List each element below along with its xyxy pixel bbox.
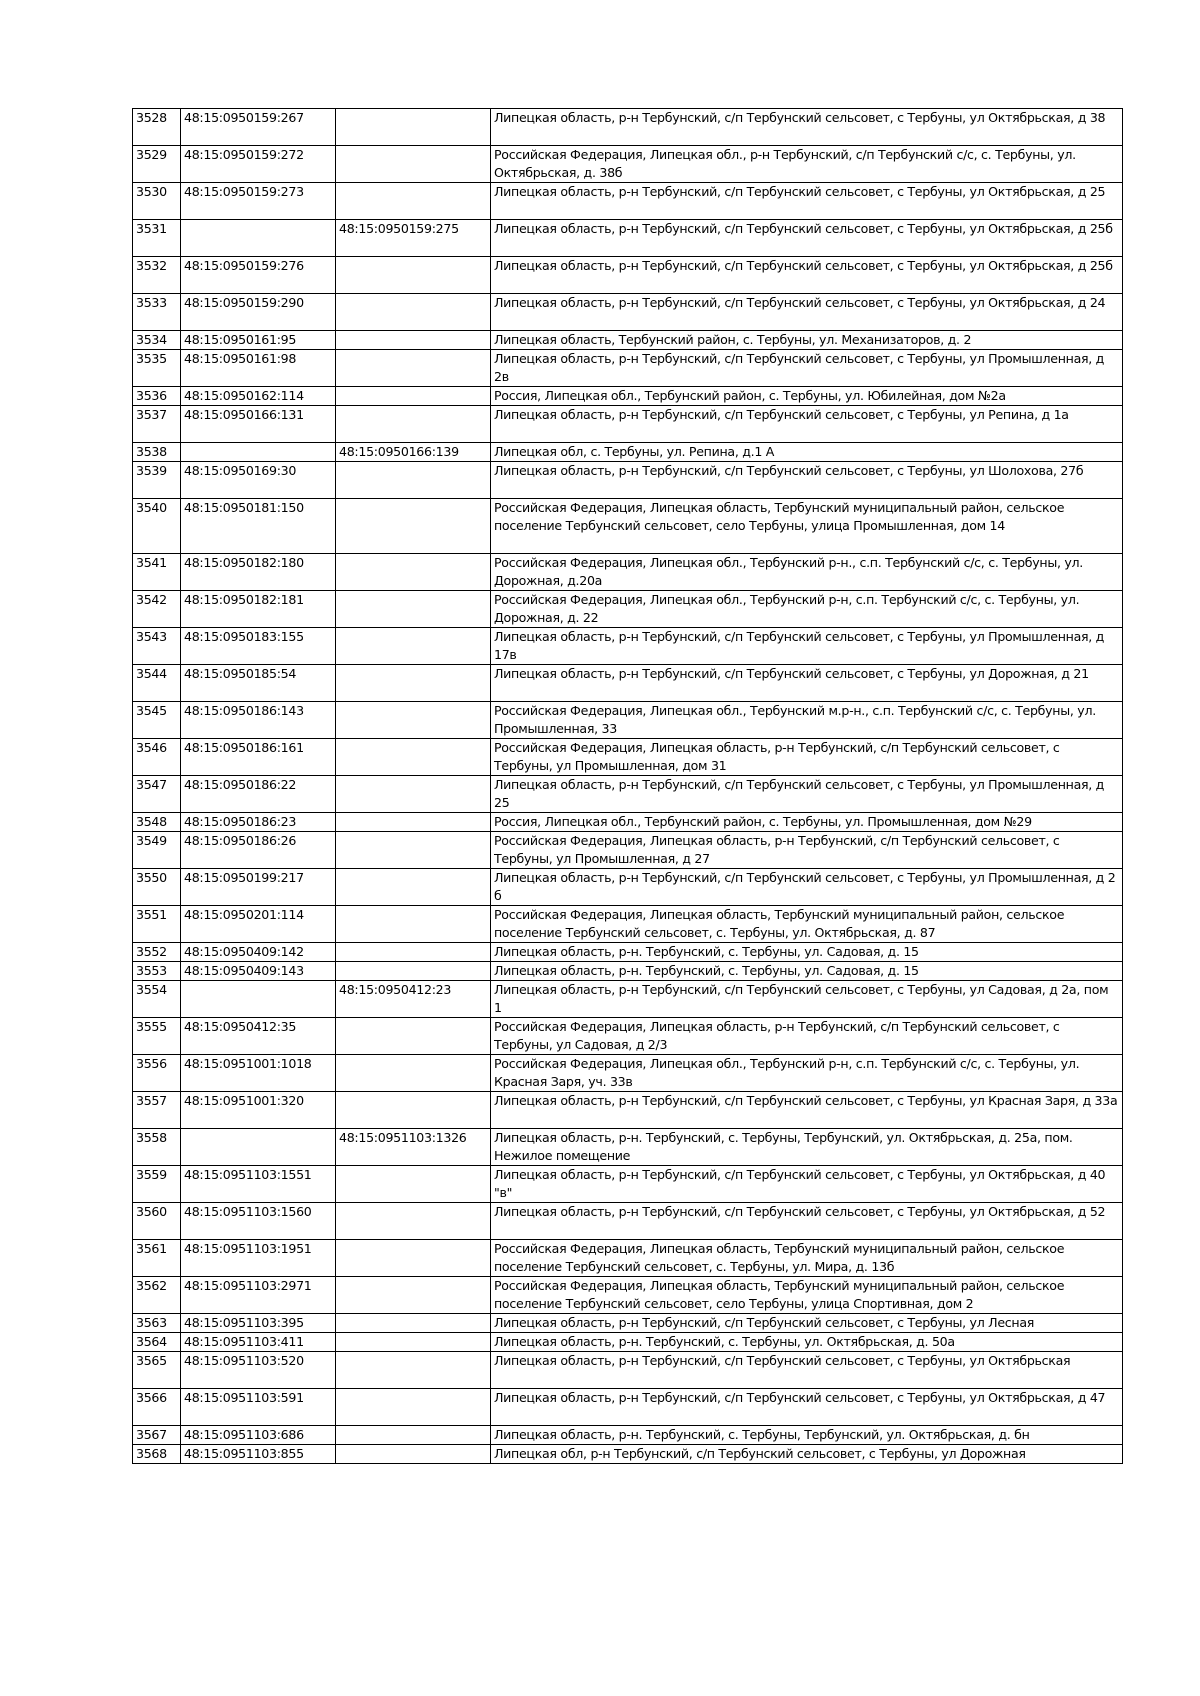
table-row <box>133 943 1123 962</box>
related-cadastral-number-cell: 48:15:0950412:23 <box>336 981 491 1018</box>
table-row <box>133 109 1123 146</box>
address-cell: Липецкая область, р-н Тербунский, с/п Тербунский сельсовет, с Тербуны, ул Октябрьская, д 25б <box>491 220 1123 257</box>
row-number-cell: 3551 <box>133 906 181 943</box>
row-number-cell: 3533 <box>133 294 181 331</box>
cadastral-number-cell: 48:15:0950412:35 <box>181 1018 336 1055</box>
cadastral-number-cell: 48:15:0951103:1560 <box>181 1203 336 1240</box>
cadastral-number-cell: 48:15:0950186:26 <box>181 832 336 869</box>
table-row <box>133 832 1123 869</box>
related-cadastral-number-cell <box>336 1018 491 1055</box>
row-number-cell: 3539 <box>133 462 181 499</box>
address-cell: Липецкая область, р-н Тербунский, с/п Тербунский сельсовет, с Тербуны, ул Октябрьская, д 40 "в" <box>491 1166 1123 1203</box>
address-cell: Липецкая область, р-н Тербунский, с/п Тербунский сельсовет, с Тербуны, ул Октябрьская, д 25 <box>491 183 1123 220</box>
row-number-cell: 3528 <box>133 109 181 146</box>
related-cadastral-number-cell <box>336 109 491 146</box>
cadastral-number-cell <box>181 981 336 1018</box>
cadastral-number-cell: 48:15:0951001:1018 <box>181 1055 336 1092</box>
row-number-cell: 3564 <box>133 1333 181 1352</box>
row-number-cell: 3558 <box>133 1129 181 1166</box>
address-cell: Российская Федерация, Липецкая область, р-н Тербунский, с/п Тербунский сельсовет, с Тербуны, ул Промышленная, д 27 <box>491 832 1123 869</box>
register-table <box>132 108 1123 1464</box>
address-cell: Липецкая область, р-н. Тербунский, с. Тербуны, Тербунский, ул. Октябрьская, д. 25а, пом. Нежилое помещение <box>491 1129 1123 1166</box>
table-row <box>133 443 1123 462</box>
row-number-cell: 3538 <box>133 443 181 462</box>
cadastral-number-cell: 48:15:0950161:98 <box>181 350 336 387</box>
address-cell: Липецкая область, р-н Тербунский, с/п Тербунский сельсовет, с Тербуны, ул Промышленная, д 17в <box>491 628 1123 665</box>
table-row <box>133 350 1123 387</box>
table-row <box>133 628 1123 665</box>
table-row <box>133 906 1123 943</box>
table-row <box>133 257 1123 294</box>
table-row <box>133 331 1123 350</box>
table-row <box>133 1240 1123 1277</box>
row-number-cell: 3568 <box>133 1445 181 1464</box>
table-row <box>133 739 1123 776</box>
cadastral-number-cell: 48:15:0951103:686 <box>181 1426 336 1445</box>
row-number-cell: 3537 <box>133 406 181 443</box>
related-cadastral-number-cell: 48:15:0950159:275 <box>336 220 491 257</box>
row-number-cell: 3567 <box>133 1426 181 1445</box>
cadastral-number-cell: 48:15:0950159:273 <box>181 183 336 220</box>
address-cell: Российская Федерация, Липецкая обл., р-н Тербунский, с/п Тербунский с/с, с. Тербуны, ул. Октябрьская, д. 38б <box>491 146 1123 183</box>
table-row <box>133 554 1123 591</box>
related-cadastral-number-cell <box>336 1426 491 1445</box>
cadastral-number-cell: 48:15:0950159:272 <box>181 146 336 183</box>
related-cadastral-number-cell <box>336 1203 491 1240</box>
cadastral-number-cell: 48:15:0951103:1551 <box>181 1166 336 1203</box>
table-row <box>133 776 1123 813</box>
related-cadastral-number-cell <box>336 462 491 499</box>
table-row <box>133 1277 1123 1314</box>
related-cadastral-number-cell <box>336 665 491 702</box>
table-row <box>133 294 1123 331</box>
table-row <box>133 869 1123 906</box>
address-cell: Липецкая область, р-н Тербунский, с/п Тербунский сельсовет, с Тербуны, ул Промышленная, д 2 б <box>491 869 1123 906</box>
row-number-cell: 3535 <box>133 350 181 387</box>
row-number-cell: 3541 <box>133 554 181 591</box>
row-number-cell: 3562 <box>133 1277 181 1314</box>
table-row <box>133 702 1123 739</box>
cadastral-number-cell: 48:15:0950162:114 <box>181 387 336 406</box>
related-cadastral-number-cell <box>336 1445 491 1464</box>
related-cadastral-number-cell <box>336 1055 491 1092</box>
address-cell: Липецкая область, р-н. Тербунский, с. Тербуны, ул. Октябрьская, д. 50а <box>491 1333 1123 1352</box>
table-row <box>133 813 1123 832</box>
related-cadastral-number-cell <box>336 962 491 981</box>
cadastral-number-cell: 48:15:0950159:267 <box>181 109 336 146</box>
address-cell: Липецкая область, р-н Тербунский, с/п Тербунский сельсовет, с Тербуны, ул Промышленная, д 2в <box>491 350 1123 387</box>
address-cell: Российская Федерация, Липецкая обл., Тербунский р-н., с.п. Тербунский с/с, с. Тербуны, ул. Дорожная, д.20а <box>491 554 1123 591</box>
address-cell: Российская Федерация, Липецкая область, Тербунский муниципальный район, сельское поселение Тербунский сельсовет, село Тербуны, улица Спортивная, дом 2 <box>491 1277 1123 1314</box>
table-row <box>133 665 1123 702</box>
related-cadastral-number-cell <box>336 387 491 406</box>
table-row <box>133 499 1123 554</box>
related-cadastral-number-cell <box>336 1314 491 1333</box>
table-row <box>133 387 1123 406</box>
address-cell: Липецкая обл, р-н Тербунский, с/п Тербунский сельсовет, с Тербуны, ул Дорожная <box>491 1445 1123 1464</box>
address-cell: Российская Федерация, Липецкая область, Тербунский муниципальный район, сельское поселение Тербунский сельсовет, село Тербуны, улица Промышленная, дом 14 <box>491 499 1123 554</box>
register-table-body <box>133 109 1123 1464</box>
related-cadastral-number-cell <box>336 554 491 591</box>
row-number-cell: 3561 <box>133 1240 181 1277</box>
address-cell: Липецкая область, р-н Тербунский, с/п Тербунский сельсовет, с Тербуны, ул Лесная <box>491 1314 1123 1333</box>
related-cadastral-number-cell <box>336 1166 491 1203</box>
address-cell: Липецкая область, р-н Тербунский, с/п Тербунский сельсовет, с Тербуны, ул Октябрьская, д 47 <box>491 1389 1123 1426</box>
table-row <box>133 1389 1123 1426</box>
address-cell: Российская Федерация, Липецкая область, р-н Тербунский, с/п Тербунский сельсовет, с Тербуны, ул Садовая, д 2/3 <box>491 1018 1123 1055</box>
table-row <box>133 220 1123 257</box>
table-row <box>133 406 1123 443</box>
address-cell: Российская Федерация, Липецкая область, Тербунский муниципальный район, сельское поселение Тербунский сельсовет, с. Тербуны, ул. Мира, д. 13б <box>491 1240 1123 1277</box>
cadastral-number-cell: 48:15:0950166:131 <box>181 406 336 443</box>
address-cell: Россия, Липецкая обл., Тербунский район, с. Тербуны, ул. Промышленная, дом №29 <box>491 813 1123 832</box>
row-number-cell: 3559 <box>133 1166 181 1203</box>
row-number-cell: 3556 <box>133 1055 181 1092</box>
address-cell: Липецкая область, р-н Тербунский, с/п Тербунский сельсовет, с Тербуны, ул Октябрьская, д 38 <box>491 109 1123 146</box>
table-row <box>133 1203 1123 1240</box>
row-number-cell: 3554 <box>133 981 181 1018</box>
cadastral-number-cell: 48:15:0951103:395 <box>181 1314 336 1333</box>
table-row <box>133 183 1123 220</box>
related-cadastral-number-cell <box>336 1092 491 1129</box>
address-cell: Липецкая область, р-н Тербунский, с/п Тербунский сельсовет, с Тербуны, ул Октябрьская, д 25б <box>491 257 1123 294</box>
row-number-cell: 3542 <box>133 591 181 628</box>
cadastral-number-cell: 48:15:0950409:142 <box>181 943 336 962</box>
address-cell: Российская Федерация, Липецкая область, р-н Тербунский, с/п Тербунский сельсовет, с Тербуны, ул Промышленная, дом 31 <box>491 739 1123 776</box>
row-number-cell: 3563 <box>133 1314 181 1333</box>
cadastral-number-cell: 48:15:0950186:23 <box>181 813 336 832</box>
cadastral-number-cell: 48:15:0950186:22 <box>181 776 336 813</box>
row-number-cell: 3555 <box>133 1018 181 1055</box>
row-number-cell: 3529 <box>133 146 181 183</box>
address-cell: Российская Федерация, Липецкая обл., Тербунский м.р-н., с.п. Тербунский с/с, с. Тербуны, ул. Промышленная, 33 <box>491 702 1123 739</box>
cadastral-number-cell: 48:15:0950409:143 <box>181 962 336 981</box>
cadastral-number-cell: 48:15:0950161:95 <box>181 331 336 350</box>
row-number-cell: 3552 <box>133 943 181 962</box>
related-cadastral-number-cell <box>336 906 491 943</box>
related-cadastral-number-cell <box>336 1389 491 1426</box>
address-cell: Липецкая область, р-н. Тербунский, с. Тербуны, ул. Садовая, д. 15 <box>491 943 1123 962</box>
cadastral-number-cell: 48:15:0951103:411 <box>181 1333 336 1352</box>
address-cell: Липецкая область, р-н Тербунский, с/п Тербунский сельсовет, с Тербуны, ул Красная Заря, д 33а <box>491 1092 1123 1129</box>
cadastral-number-cell: 48:15:0950182:181 <box>181 591 336 628</box>
cadastral-number-cell: 48:15:0950186:143 <box>181 702 336 739</box>
row-number-cell: 3544 <box>133 665 181 702</box>
table-row <box>133 1166 1123 1203</box>
address-cell: Липецкая область, р-н Тербунский, с/п Тербунский сельсовет, с Тербуны, ул Октябрьская, д 52 <box>491 1203 1123 1240</box>
related-cadastral-number-cell <box>336 1352 491 1389</box>
cadastral-number-cell: 48:15:0950181:150 <box>181 499 336 554</box>
address-cell: Липецкая область, Тербунский район, с. Тербуны, ул. Механизаторов, д. 2 <box>491 331 1123 350</box>
table-row <box>133 1314 1123 1333</box>
address-cell: Российская Федерация, Липецкая область, Тербунский муниципальный район, сельское поселение Тербунский сельсовет, с. Тербуны, ул. Октябрьская, д. 87 <box>491 906 1123 943</box>
cadastral-number-cell: 48:15:0950185:54 <box>181 665 336 702</box>
row-number-cell: 3534 <box>133 331 181 350</box>
address-cell: Липецкая область, р-н Тербунский, с/п Тербунский сельсовет, с Тербуны, ул Октябрьская, д 24 <box>491 294 1123 331</box>
related-cadastral-number-cell <box>336 832 491 869</box>
table-row <box>133 1426 1123 1445</box>
table-row <box>133 1055 1123 1092</box>
row-number-cell: 3545 <box>133 702 181 739</box>
cadastral-number-cell: 48:15:0951001:320 <box>181 1092 336 1129</box>
row-number-cell: 3547 <box>133 776 181 813</box>
address-cell: Липецкая область, р-н Тербунский, с/п Тербунский сельсовет, с Тербуны, ул Репина, д 1а <box>491 406 1123 443</box>
related-cadastral-number-cell: 48:15:0951103:1326 <box>336 1129 491 1166</box>
address-cell: Липецкая область, р-н. Тербунский, с. Тербуны, Тербунский, ул. Октябрьская, д. бн <box>491 1426 1123 1445</box>
row-number-cell: 3560 <box>133 1203 181 1240</box>
address-cell: Российская Федерация, Липецкая обл., Тербунский р-н, с.п. Тербунский с/с, с. Тербуны, ул. Красная Заря, уч. 33в <box>491 1055 1123 1092</box>
row-number-cell: 3536 <box>133 387 181 406</box>
row-number-cell: 3553 <box>133 962 181 981</box>
address-cell: Российская Федерация, Липецкая обл., Тербунский р-н, с.п. Тербунский с/с, с. Тербуны, ул. Дорожная, д. 22 <box>491 591 1123 628</box>
cadastral-number-cell: 48:15:0950182:180 <box>181 554 336 591</box>
table-row <box>133 1092 1123 1129</box>
row-number-cell: 3549 <box>133 832 181 869</box>
table-row <box>133 962 1123 981</box>
table-row <box>133 591 1123 628</box>
cadastral-number-cell: 48:15:0950159:276 <box>181 257 336 294</box>
related-cadastral-number-cell <box>336 1277 491 1314</box>
address-cell: Липецкая область, р-н Тербунский, с/п Тербунский сельсовет, с Тербуны, ул Садовая, д 2а, пом 1 <box>491 981 1123 1018</box>
cadastral-number-cell: 48:15:0951103:1951 <box>181 1240 336 1277</box>
cadastral-number-cell: 48:15:0951103:591 <box>181 1389 336 1426</box>
address-cell: Липецкая область, р-н Тербунский, с/п Тербунский сельсовет, с Тербуны, ул Октябрьская <box>491 1352 1123 1389</box>
address-cell: Липецкая область, р-н Тербунский, с/п Тербунский сельсовет, с Тербуны, ул Дорожная, д 21 <box>491 665 1123 702</box>
related-cadastral-number-cell <box>336 869 491 906</box>
row-number-cell: 3566 <box>133 1389 181 1426</box>
related-cadastral-number-cell <box>336 1333 491 1352</box>
related-cadastral-number-cell <box>336 813 491 832</box>
row-number-cell: 3550 <box>133 869 181 906</box>
related-cadastral-number-cell <box>336 183 491 220</box>
cadastral-number-cell: 48:15:0951103:855 <box>181 1445 336 1464</box>
related-cadastral-number-cell <box>336 776 491 813</box>
row-number-cell: 3530 <box>133 183 181 220</box>
table-row <box>133 1333 1123 1352</box>
related-cadastral-number-cell <box>336 406 491 443</box>
table-row <box>133 462 1123 499</box>
address-cell: Липецкая обл, с. Тербуны, ул. Репина, д.1 А <box>491 443 1123 462</box>
related-cadastral-number-cell <box>336 628 491 665</box>
cadastral-number-cell: 48:15:0951103:520 <box>181 1352 336 1389</box>
table-row <box>133 1352 1123 1389</box>
row-number-cell: 3557 <box>133 1092 181 1129</box>
table-row <box>133 1129 1123 1166</box>
related-cadastral-number-cell <box>336 702 491 739</box>
cadastral-number-cell: 48:15:0950199:217 <box>181 869 336 906</box>
related-cadastral-number-cell <box>336 257 491 294</box>
table-row <box>133 1445 1123 1464</box>
row-number-cell: 3532 <box>133 257 181 294</box>
cadastral-number-cell <box>181 220 336 257</box>
row-number-cell: 3546 <box>133 739 181 776</box>
address-cell: Липецкая область, р-н Тербунский, с/п Тербунский сельсовет, с Тербуны, ул Шолохова, 27б <box>491 462 1123 499</box>
related-cadastral-number-cell <box>336 943 491 962</box>
related-cadastral-number-cell <box>336 146 491 183</box>
related-cadastral-number-cell <box>336 294 491 331</box>
related-cadastral-number-cell <box>336 591 491 628</box>
table-row <box>133 981 1123 1018</box>
related-cadastral-number-cell <box>336 1240 491 1277</box>
address-cell: Липецкая область, р-н. Тербунский, с. Тербуны, ул. Садовая, д. 15 <box>491 962 1123 981</box>
address-cell: Липецкая область, р-н Тербунский, с/п Тербунский сельсовет, с Тербуны, ул Промышленная, д 25 <box>491 776 1123 813</box>
cadastral-number-cell: 48:15:0950201:114 <box>181 906 336 943</box>
cadastral-number-cell: 48:15:0950159:290 <box>181 294 336 331</box>
row-number-cell: 3543 <box>133 628 181 665</box>
row-number-cell: 3540 <box>133 499 181 554</box>
related-cadastral-number-cell <box>336 499 491 554</box>
row-number-cell: 3565 <box>133 1352 181 1389</box>
related-cadastral-number-cell <box>336 739 491 776</box>
related-cadastral-number-cell: 48:15:0950166:139 <box>336 443 491 462</box>
address-cell: Россия, Липецкая обл., Тербунский район, с. Тербуны, ул. Юбилейная, дом №2а <box>491 387 1123 406</box>
cadastral-number-cell <box>181 443 336 462</box>
row-number-cell: 3548 <box>133 813 181 832</box>
table-row <box>133 1018 1123 1055</box>
cadastral-number-cell: 48:15:0950169:30 <box>181 462 336 499</box>
cadastral-number-cell: 48:15:0950183:155 <box>181 628 336 665</box>
table-row <box>133 146 1123 183</box>
related-cadastral-number-cell <box>336 331 491 350</box>
row-number-cell: 3531 <box>133 220 181 257</box>
related-cadastral-number-cell <box>336 350 491 387</box>
cadastral-number-cell: 48:15:0950186:161 <box>181 739 336 776</box>
cadastral-number-cell <box>181 1129 336 1166</box>
cadastral-number-cell: 48:15:0951103:2971 <box>181 1277 336 1314</box>
